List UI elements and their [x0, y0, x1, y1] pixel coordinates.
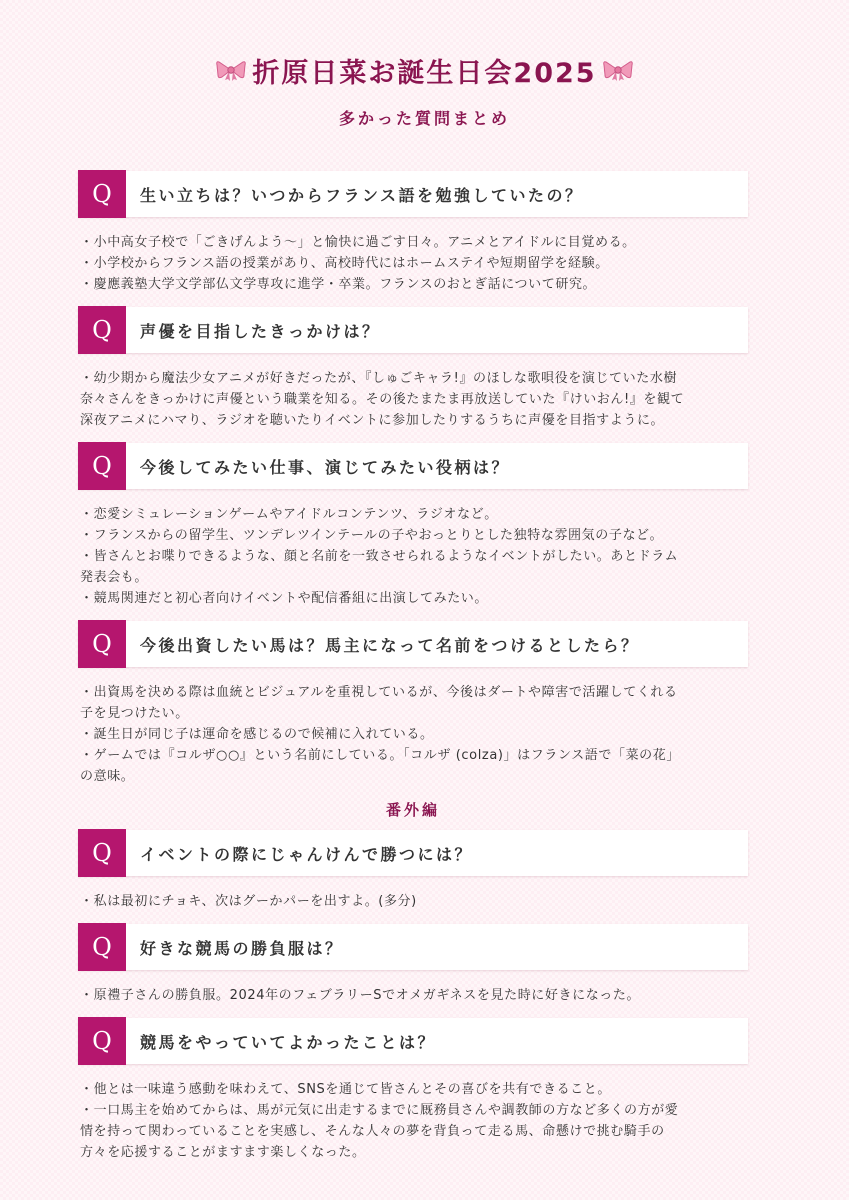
q-badge: Q	[78, 170, 126, 218]
answer-text	[80, 985, 748, 1006]
qa-block	[78, 307, 748, 431]
q-badge: Q	[78, 306, 126, 354]
answer-text	[80, 891, 748, 912]
question-bar	[78, 1018, 748, 1064]
answer-line: ・ゲームでは『コルザ○○』という名前にしている。「コルザ (colza)」はフランス語で「菜の花」	[80, 748, 680, 763]
answer-text	[80, 368, 748, 431]
answer-line: ・一口馬主を始めてからは、馬が元気に出走するまでに厩務員さんや調教師の方など多くの方が愛	[80, 1103, 679, 1118]
question-bar	[78, 443, 748, 489]
ribbon-icon	[216, 59, 246, 81]
q-badge: Q	[78, 923, 126, 971]
q-badge: Q	[78, 829, 126, 877]
question-text: 声優を目指したきっかけは？	[140, 321, 381, 341]
question-text: 好きな競馬の勝負服は？	[140, 938, 344, 958]
answer-line: ・恋愛シミュレーションゲームやアイドルコンテンツ、ラジオなど。	[80, 507, 498, 522]
question-bar	[78, 924, 748, 970]
answer-text	[80, 1079, 748, 1163]
answer-line: ・私は最初にチョキ、次はグーかパーを出すよ。(多分)	[80, 894, 417, 909]
answer-line: ・フランスからの留学生、ツンデレツインテールの子やおっとりとした独特な雰囲気の子など。	[80, 528, 664, 543]
question-text: イベントの際にじゃんけんで勝つには？	[140, 844, 474, 864]
question-bar	[78, 307, 748, 353]
answer-line: ・競馬関連だと初心者向けイベントや配信番組に出演してみたい。	[80, 591, 489, 606]
answer-line: ・原禮子さんの勝負服。2024年のフェブラリーSでオメガギネスを見た時に好きになった。	[80, 988, 641, 1003]
answer-line: ・出資馬を決める際は血統とビジュアルを重視しているが、今後はダートや障害で活躍してくれる	[80, 685, 678, 700]
answer-line: ・慶應義塾大学文学部仏文学専攻に進学・卒業。フランスのおとぎ話について研究。	[80, 277, 597, 292]
answer-line: 子を見つけたい。	[80, 706, 189, 721]
answer-line: 奈々さんをきっかけに声優という職業を知る。その後たまたま再放送していた『けいおん!』を観て	[80, 392, 685, 407]
page-title: 折原日菜お誕生日会2025	[252, 57, 597, 89]
qa-block	[78, 171, 748, 295]
answer-line: 発表会も。	[80, 570, 149, 585]
question-text: 今後してみたい仕事、演じてみたい役柄は？	[140, 457, 511, 477]
question-text: 競馬をやっていてよかったことは？	[140, 1032, 437, 1052]
question-bar	[78, 830, 748, 876]
qa-block	[78, 924, 748, 1006]
answer-line: ・誕生日が同じ子は運命を感じるので候補に入れている。	[80, 727, 434, 742]
qa-block	[78, 443, 748, 609]
answer-line: ・小中高女子校で「ごきげんよう～」と愉快に過ごす日々。アニメとアイドルに目覚める。	[80, 235, 636, 250]
answer-line: ・皆さんとお喋りできるような、顔と名前を一致させられるようなイベントがしたい。あとドラム	[80, 549, 679, 564]
answer-text	[80, 504, 748, 609]
page-header	[0, 48, 849, 129]
ribbon-icon	[603, 59, 633, 81]
q-badge: Q	[78, 620, 126, 668]
answer-line: ・小学校からフランス語の授業があり、高校時代にはホームステイや短期留学を経験。	[80, 256, 609, 271]
question-bar	[78, 621, 748, 667]
answer-line: 深夜アニメにハマり、ラジオを聴いたりイベントに参加したりするうちに声優を目指すように。	[80, 413, 665, 428]
question-bar	[78, 171, 748, 217]
q-badge: Q	[78, 1017, 126, 1065]
answer-line: ・他とは一味違う感動を味わえて、SNSを通じて皆さんとその喜びを共有できること。	[80, 1082, 611, 1097]
answer-line: の意味。	[80, 769, 135, 784]
answer-line: ・幼少期から魔法少女アニメが好きだったが、『しゅごキャラ!』のほしな歌唄役を演じていた水樹	[80, 371, 678, 386]
page-subtitle: 多かった質問まとめ	[338, 109, 510, 128]
answer-line: 方々を応援することがますます楽しくなった。	[80, 1145, 366, 1160]
qa-block	[78, 1018, 748, 1163]
qa-block	[78, 830, 748, 912]
bangai-heading: 番外編	[385, 801, 440, 819]
title-row	[0, 48, 849, 92]
main-sections	[78, 171, 748, 787]
answer-text	[80, 232, 748, 295]
answer-line: 情を持って関わっていることを実感し、そんな人々の夢を背負って走る馬、命懸けで挑む騎手の	[80, 1124, 665, 1139]
question-text: 生い立ちは？いつからフランス語を勉強していたの？	[140, 185, 584, 205]
qa-content	[78, 171, 748, 1175]
extra-sections	[78, 830, 748, 1163]
question-text: 今後出資したい馬は？馬主になって名前をつけるとしたら？	[140, 635, 640, 655]
answer-text	[80, 682, 748, 787]
qa-block	[78, 621, 748, 787]
q-badge: Q	[78, 442, 126, 490]
